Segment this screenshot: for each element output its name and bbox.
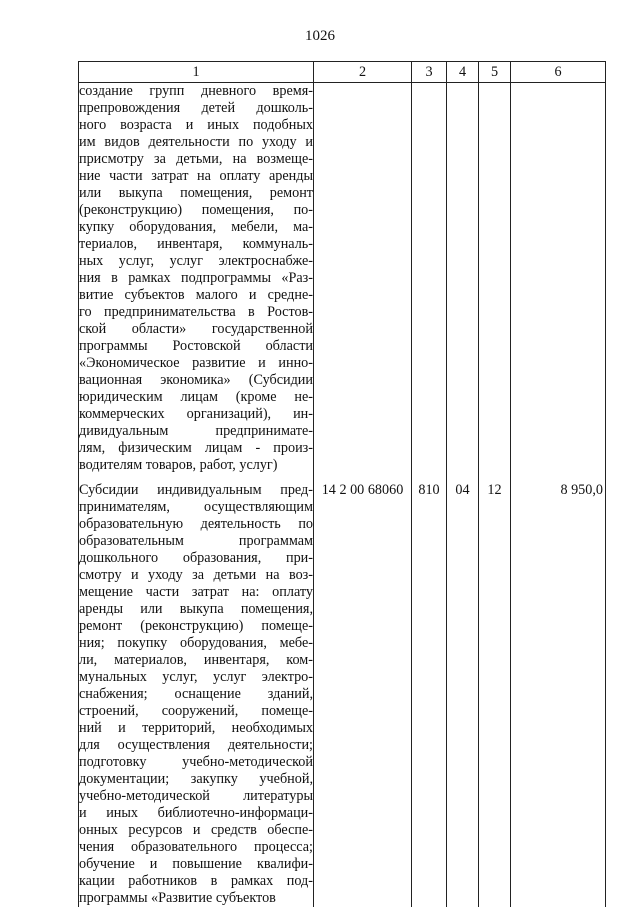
description-line: ремонт (реконструкцию) помеще- (79, 618, 313, 634)
description-line: водителям товаров, работ, услуг) (79, 457, 278, 473)
description-line: купку оборудования, мебели, ма- (79, 219, 313, 235)
description-line: принимателям, осуществляющим (79, 499, 313, 515)
description-line: мещение части затрат на: оплату (79, 584, 313, 600)
description-line: ской области» государственной (79, 321, 313, 337)
description-line: обучение и повышение квалифи- (79, 856, 313, 872)
description-line: кации работников в рамках под- (79, 873, 313, 889)
description-line: программы Ростовской области (79, 338, 313, 354)
column-header: 5 (479, 62, 511, 83)
budget-table (78, 61, 606, 907)
description-line: дошкольного образования, при- (79, 550, 313, 566)
table-row (79, 83, 606, 483)
page-number: 1026 (305, 28, 335, 44)
description-line: ных услуг, услуг электроснабже- (79, 253, 313, 269)
description-line: документации; закупку учебной, (79, 771, 313, 787)
description-line: ние части затрат на оплату аренды (79, 168, 313, 184)
description-line: ного возраста и иных подобных (79, 117, 313, 133)
description-line: программы «Развитие субъектов (79, 890, 276, 906)
description-line: юридическим лицам (кроме не- (79, 389, 313, 405)
description-line: витие субъектов малого и средне- (79, 287, 313, 303)
description-line: коммерческих организаций), ин- (79, 406, 313, 422)
description-line: для осуществления деятельности; (79, 737, 313, 753)
column-header: 3 (412, 62, 447, 83)
description-line: мунальных услуг, услуг электро- (79, 669, 313, 685)
row-description (79, 482, 314, 907)
description-line: ния в рамках подпрограммы «Раз- (79, 270, 313, 286)
description-line: ния; покупку оборудования, мебе- (79, 635, 313, 651)
description-line: вационная экономика» (Субсидии (79, 372, 313, 388)
description-line: «Экономическое развитие и инно- (79, 355, 313, 371)
description-line: смотру и уходу за детьми на воз- (79, 567, 313, 583)
table-header-row (79, 62, 606, 83)
description-line: препровождения детей дошколь- (79, 100, 313, 116)
description-line: образовательным программам (79, 533, 313, 549)
section-cell (447, 83, 479, 483)
expense-type-cell: 810 (412, 482, 447, 907)
subsection-cell (479, 83, 511, 483)
description-line: подготовку учебно-методической (79, 754, 313, 770)
column-header: 6 (511, 62, 606, 83)
description-line: лям, физическим лицам - произ- (79, 440, 313, 456)
section-cell: 04 (447, 482, 479, 907)
column-header: 2 (314, 62, 412, 83)
description-line: онных ресурсов и средств обеспе- (79, 822, 313, 838)
description-line: го предпринимательства в Ростов- (79, 304, 313, 320)
description-line: (реконструкцию) помещения, по- (79, 202, 313, 218)
target-code-cell (314, 83, 412, 483)
description-line: или выкупа помещения, ремонт (79, 185, 313, 201)
column-header: 4 (447, 62, 479, 83)
target-code-cell: 14 2 00 68060 (314, 482, 412, 907)
description-line: снабжения; оснащение зданий, (79, 686, 313, 702)
description-line: ли, материалов, инвентаря, ком- (79, 652, 313, 668)
subsection-cell: 12 (479, 482, 511, 907)
amount-cell (511, 83, 606, 483)
description-line: создание групп дневного время- (79, 83, 313, 99)
description-line: ний и территорий, необходимых (79, 720, 313, 736)
description-line: териалов, инвентаря, коммуналь- (79, 236, 313, 252)
column-header: 1 (79, 62, 314, 83)
description-line: и иных библиотечно-информаци- (79, 805, 313, 821)
description-line: присмотру за детьми, на возмеще- (79, 151, 313, 167)
row-description (79, 83, 314, 483)
table-row (79, 482, 606, 907)
expense-type-cell (412, 83, 447, 483)
description-line: Субсидии индивидуальным пред- (79, 482, 313, 498)
description-line: учебно-методической литературы (79, 788, 313, 804)
description-line: строений, сооружений, помеще- (79, 703, 313, 719)
amount-cell: 8 950,0 (511, 482, 606, 907)
description-line: дивидуальным предпринимате- (79, 423, 313, 439)
description-line: им видов деятельности по уходу и (79, 134, 313, 150)
description-line: чения образовательного процесса; (79, 839, 313, 855)
description-line: образовательную деятельность по (79, 516, 313, 532)
description-line: аренды или выкупа помещения, (79, 601, 313, 617)
